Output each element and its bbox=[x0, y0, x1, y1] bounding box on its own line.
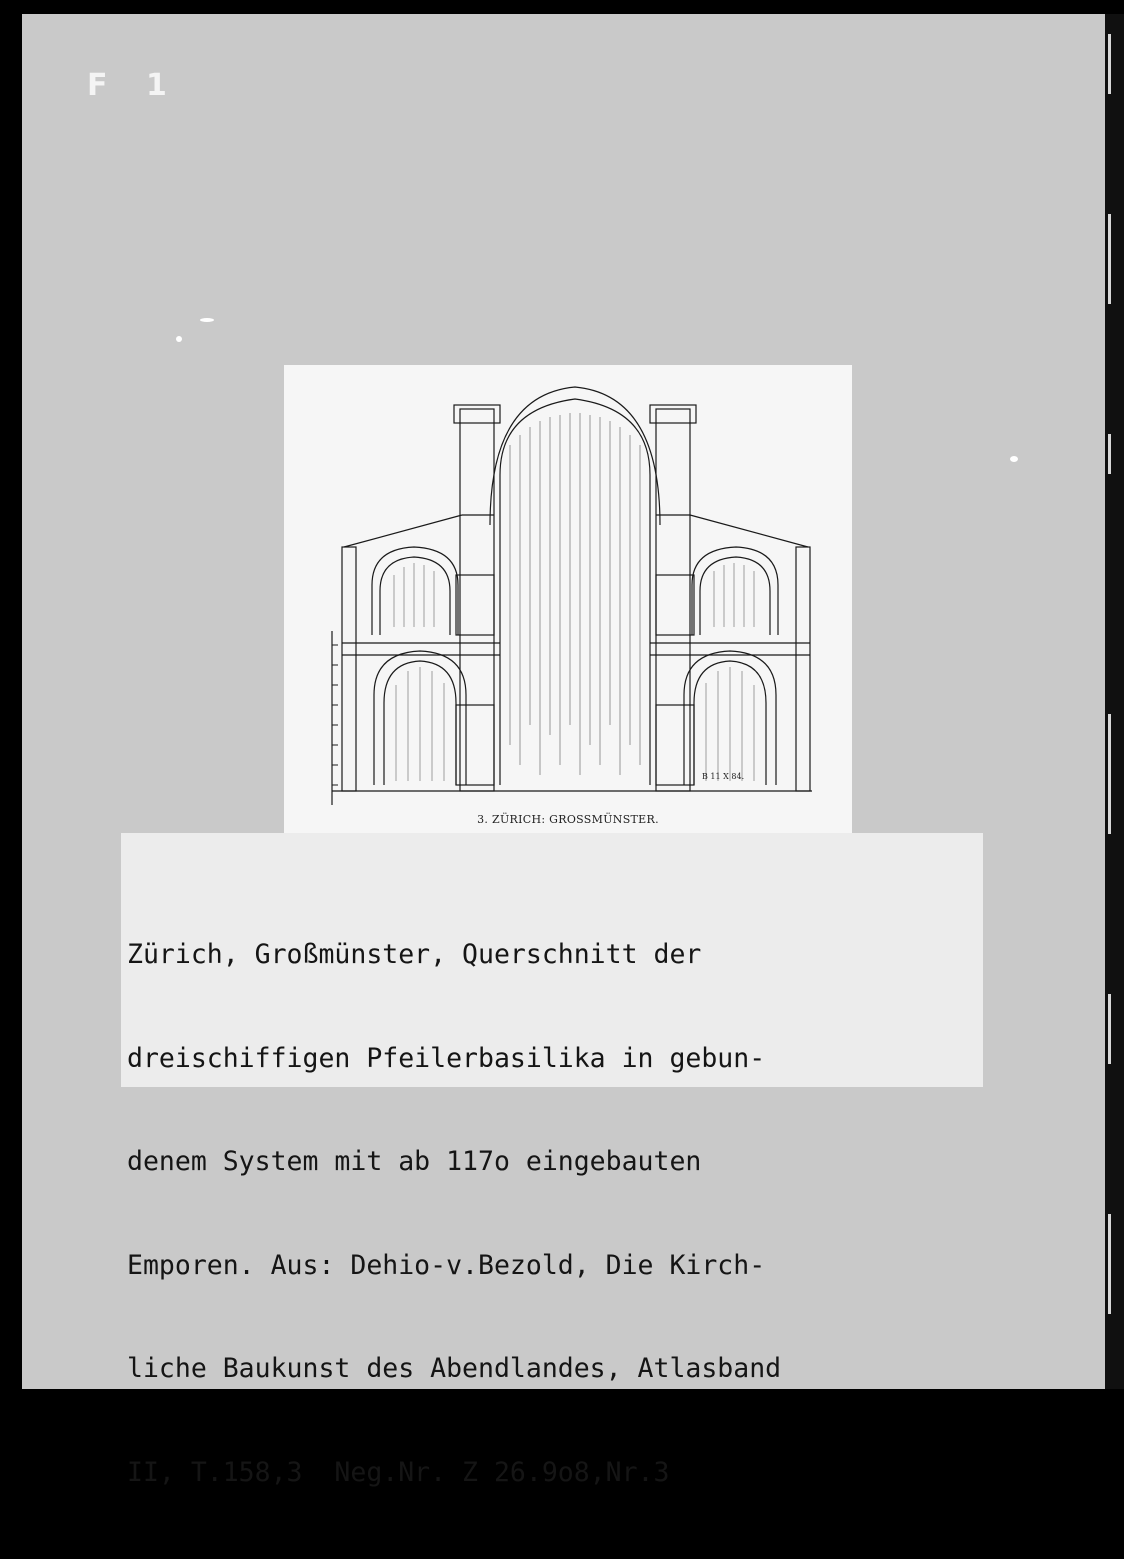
film-edge bbox=[1105, 14, 1124, 1389]
cross-section-drawing bbox=[284, 365, 852, 839]
dust-speck bbox=[176, 336, 182, 342]
dust-speck bbox=[1010, 456, 1018, 462]
dust-speck bbox=[200, 318, 214, 322]
label-line: dreischiffigen Pfeilerbasilika in gebun- bbox=[127, 1042, 766, 1074]
corner-label: F 1 bbox=[87, 68, 181, 103]
label-line: II, T.158,3 Neg.Nr. Z 26.9o8,Nr.3 bbox=[127, 1456, 670, 1488]
drawing-signature: B 11 X 84. bbox=[702, 772, 745, 781]
label-line: Zürich, Großmünster, Querschnitt der bbox=[127, 939, 702, 970]
drawing-caption: 3. ZÜRICH: GROSSMÜNSTER. bbox=[477, 813, 659, 826]
architectural-drawing-photo bbox=[284, 365, 852, 839]
label-line: liche Baukunst des Abendlandes, Atlasband bbox=[127, 1353, 782, 1384]
label-line: Emporen. Aus: Dehio-v.Bezold, Die Kirch- bbox=[127, 1249, 766, 1281]
label-line: denem System mit ab 117o eingebauten bbox=[127, 1146, 702, 1177]
typed-label bbox=[121, 833, 983, 1488]
